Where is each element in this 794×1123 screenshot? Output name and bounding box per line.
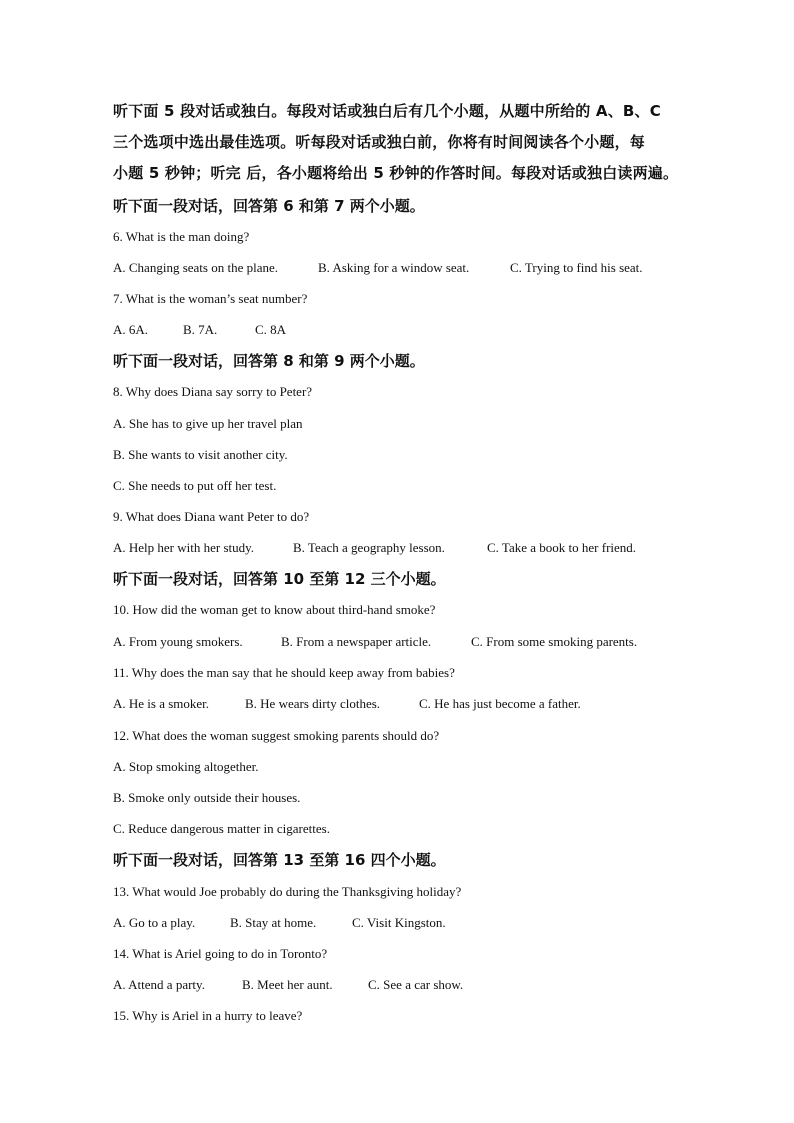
section-heading: 听下面一段对话，回答第 6 和第 7 两个小题。 (113, 197, 425, 215)
option-b[interactable]: B. Meet her aunt. (242, 977, 333, 992)
option-b[interactable]: B. 7A. (183, 322, 218, 337)
option-b[interactable]: B. He wears dirty clothes. (245, 696, 381, 711)
question-text: 11. Why does the man say that he should keep away from babies? (113, 665, 455, 680)
option-a[interactable]: A. From young smokers. (113, 634, 243, 649)
instructions-line-2: 三个选项中选出最佳选项。听每段对话或独白前，你将有时间阅读各个小题，每 (113, 133, 646, 151)
instructions-line-1: 听下面 5 段对话或独白。每段对话或独白后有几个小题，从题中所给的 A、B、C (113, 102, 661, 120)
option-c[interactable]: C. Trying to find his seat. (510, 260, 643, 275)
option-c[interactable]: C. From some smoking parents. (471, 634, 638, 649)
option-b[interactable]: B. Stay at home. (230, 915, 317, 930)
option-c[interactable]: C. 8A (255, 322, 287, 337)
option-a[interactable]: A. Help her with her study. (113, 540, 255, 555)
option-b[interactable]: B. Asking for a window seat. (318, 260, 470, 275)
option-b[interactable]: B. Teach a geography lesson. (293, 540, 445, 555)
option-c[interactable]: C. See a car show. (368, 977, 464, 992)
option-c[interactable]: C. Visit Kingston. (352, 915, 446, 930)
option-a[interactable]: A. Go to a play. (113, 915, 196, 930)
question-text: 8. Why does Diana say sorry to Peter? (113, 384, 313, 399)
option-a[interactable]: A. 6A. (113, 322, 149, 337)
question-text: 14. What is Ariel going to do in Toronto? (113, 946, 328, 961)
section-heading: 听下面一段对话，回答第 13 至第 16 四个小题。 (113, 851, 446, 869)
question-text: 13. What would Joe probably do during the Thanksgiving holiday? (113, 884, 462, 899)
option-a[interactable]: A. Attend a party. (113, 977, 205, 992)
option-a[interactable]: A. Changing seats on the plane. (113, 260, 278, 275)
question-text: 9. What does Diana want Peter to do? (113, 509, 310, 524)
option-a[interactable]: A. He is a smoker. (113, 696, 210, 711)
option-a[interactable]: A. She has to give up her travel plan (113, 416, 303, 431)
question-text: 15. Why is Ariel in a hurry to leave? (113, 1008, 303, 1023)
option-c[interactable]: C. He has just become a father. (419, 696, 581, 711)
option-b[interactable]: B. She wants to visit another city. (113, 447, 288, 462)
question-text: 7. What is the woman’s seat number? (113, 291, 308, 306)
option-b[interactable]: B. Smoke only outside their houses. (113, 790, 301, 805)
option-a[interactable]: A. Stop smoking altogether. (113, 759, 259, 774)
option-c[interactable]: C. Reduce dangerous matter in cigarettes. (113, 821, 330, 836)
option-b[interactable]: B. From a newspaper article. (281, 634, 432, 649)
option-c[interactable]: C. Take a book to her friend. (487, 540, 637, 555)
instructions-line-3: 小题 5 秒钟；听完 后，各小题将给出 5 秒钟的作答时间。每段对话或独白读两遍。 (113, 164, 679, 182)
option-c[interactable]: C. She needs to put off her test. (113, 478, 277, 493)
question-text: 6. What is the man doing? (113, 229, 250, 244)
question-text: 10. How did the woman get to know about third-hand smoke? (113, 602, 436, 617)
section-heading: 听下面一段对话，回答第 8 和第 9 两个小题。 (113, 352, 425, 370)
section-heading: 听下面一段对话，回答第 10 至第 12 三个小题。 (113, 570, 446, 588)
question-text: 12. What does the woman suggest smoking parents should do? (113, 728, 440, 743)
